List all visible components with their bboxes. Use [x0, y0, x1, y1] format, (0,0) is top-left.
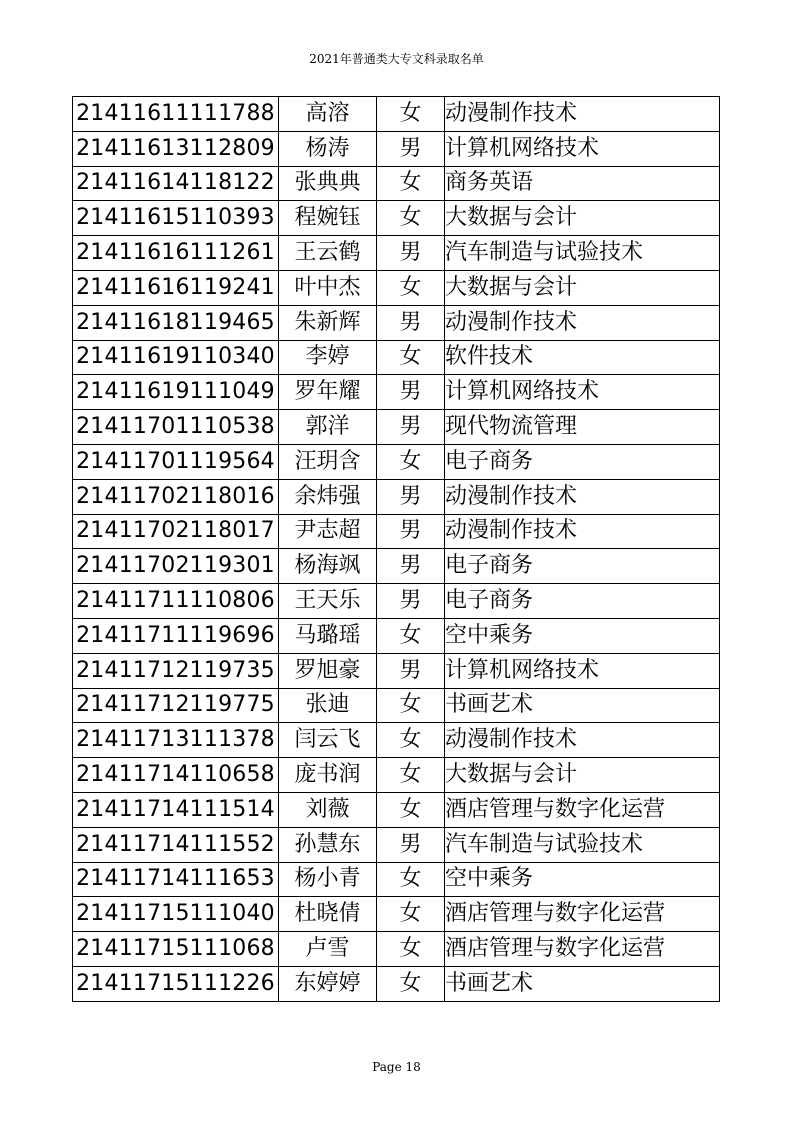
- major-cell: 电子商务: [445, 444, 720, 479]
- table-row: [73, 340, 720, 375]
- candidate-id-cell: 21411618119465: [73, 305, 279, 340]
- table-row: [73, 758, 720, 793]
- page-footer: Page 18: [372, 1060, 421, 1074]
- candidate-id-cell: 21411619110340: [73, 340, 279, 375]
- major-cell: 动漫制作技术: [445, 479, 720, 514]
- page-title: 2021年普通类大专文科录取名单: [309, 52, 484, 66]
- table-row: [73, 375, 720, 410]
- candidate-id-cell: 21411616111261: [73, 236, 279, 271]
- gender-cell: 女: [377, 201, 445, 236]
- student-name-cell: 罗年耀: [279, 375, 377, 410]
- candidate-id-cell: 21411614118122: [73, 166, 279, 201]
- student-name-cell: 马璐瑶: [279, 618, 377, 653]
- gender-cell: 女: [377, 97, 445, 132]
- gender-cell: 男: [377, 410, 445, 445]
- major-cell: 空中乘务: [445, 618, 720, 653]
- major-cell: 动漫制作技术: [445, 305, 720, 340]
- gender-cell: 男: [377, 236, 445, 271]
- candidate-id-cell: 21411702119301: [73, 549, 279, 584]
- major-cell: 计算机网络技术: [445, 375, 720, 410]
- candidate-id-cell: 21411714111514: [73, 792, 279, 827]
- major-cell: 大数据与会计: [445, 201, 720, 236]
- candidate-id-cell: 21411613112809: [73, 131, 279, 166]
- gender-cell: 男: [377, 375, 445, 410]
- candidate-id-cell: 21411711119696: [73, 618, 279, 653]
- gender-cell: 女: [377, 723, 445, 758]
- student-name-cell: 王天乐: [279, 584, 377, 619]
- table-row: [73, 827, 720, 862]
- table-row: [73, 549, 720, 584]
- candidate-id-cell: 21411701119564: [73, 444, 279, 479]
- gender-cell: 女: [377, 966, 445, 1001]
- gender-cell: 男: [377, 514, 445, 549]
- major-cell: 动漫制作技术: [445, 97, 720, 132]
- table-row: [73, 584, 720, 619]
- student-name-cell: 高溶: [279, 97, 377, 132]
- gender-cell: 男: [377, 549, 445, 584]
- major-cell: 动漫制作技术: [445, 514, 720, 549]
- major-cell: 酒店管理与数字化运营: [445, 932, 720, 967]
- table-row: [73, 723, 720, 758]
- candidate-id-cell: 21411714110658: [73, 758, 279, 793]
- table-row: [73, 270, 720, 305]
- candidate-id-cell: 21411715111040: [73, 897, 279, 932]
- major-cell: 酒店管理与数字化运营: [445, 792, 720, 827]
- table-row: [73, 618, 720, 653]
- major-cell: 书画艺术: [445, 688, 720, 723]
- table-row: [73, 131, 720, 166]
- student-name-cell: 尹志超: [279, 514, 377, 549]
- student-name-cell: 王云鹤: [279, 236, 377, 271]
- table-row: [73, 97, 720, 132]
- student-name-cell: 朱新辉: [279, 305, 377, 340]
- gender-cell: 女: [377, 444, 445, 479]
- major-cell: 现代物流管理: [445, 410, 720, 445]
- admission-table-body: [73, 97, 720, 1002]
- student-name-cell: 余炜强: [279, 479, 377, 514]
- table-row: [73, 305, 720, 340]
- candidate-id-cell: 21411713111378: [73, 723, 279, 758]
- table-row: [73, 444, 720, 479]
- student-name-cell: 叶中杰: [279, 270, 377, 305]
- gender-cell: 女: [377, 758, 445, 793]
- table-row: [73, 862, 720, 897]
- candidate-id-cell: 21411615110393: [73, 201, 279, 236]
- candidate-id-cell: 21411701110538: [73, 410, 279, 445]
- major-cell: 酒店管理与数字化运营: [445, 897, 720, 932]
- major-cell: 汽车制造与试验技术: [445, 236, 720, 271]
- candidate-id-cell: 21411702118016: [73, 479, 279, 514]
- student-name-cell: 张典典: [279, 166, 377, 201]
- student-name-cell: 闫云飞: [279, 723, 377, 758]
- admission-table: [72, 96, 720, 1002]
- candidate-id-cell: 21411711110806: [73, 584, 279, 619]
- student-name-cell: 汪玥含: [279, 444, 377, 479]
- gender-cell: 女: [377, 270, 445, 305]
- major-cell: 电子商务: [445, 584, 720, 619]
- candidate-id-cell: 21411712119735: [73, 653, 279, 688]
- gender-cell: 女: [377, 340, 445, 375]
- student-name-cell: 杨小青: [279, 862, 377, 897]
- table-row: [73, 236, 720, 271]
- student-name-cell: 卢雪: [279, 932, 377, 967]
- student-name-cell: 张迪: [279, 688, 377, 723]
- gender-cell: 女: [377, 166, 445, 201]
- student-name-cell: 刘薇: [279, 792, 377, 827]
- student-name-cell: 杨海飒: [279, 549, 377, 584]
- table-row: [73, 410, 720, 445]
- student-name-cell: 东婷婷: [279, 966, 377, 1001]
- gender-cell: 男: [377, 131, 445, 166]
- table-row: [73, 688, 720, 723]
- gender-cell: 女: [377, 688, 445, 723]
- major-cell: 动漫制作技术: [445, 723, 720, 758]
- student-name-cell: 李婷: [279, 340, 377, 375]
- major-cell: 大数据与会计: [445, 758, 720, 793]
- major-cell: 计算机网络技术: [445, 653, 720, 688]
- student-name-cell: 庞书润: [279, 758, 377, 793]
- table-row: [73, 514, 720, 549]
- major-cell: 空中乘务: [445, 862, 720, 897]
- major-cell: 电子商务: [445, 549, 720, 584]
- gender-cell: 男: [377, 305, 445, 340]
- student-name-cell: 杜晓倩: [279, 897, 377, 932]
- candidate-id-cell: 21411619111049: [73, 375, 279, 410]
- major-cell: 软件技术: [445, 340, 720, 375]
- candidate-id-cell: 21411715111226: [73, 966, 279, 1001]
- candidate-id-cell: 21411616119241: [73, 270, 279, 305]
- student-name-cell: 罗旭豪: [279, 653, 377, 688]
- gender-cell: 男: [377, 584, 445, 619]
- candidate-id-cell: 21411712119775: [73, 688, 279, 723]
- candidate-id-cell: 21411714111653: [73, 862, 279, 897]
- table-row: [73, 966, 720, 1001]
- candidate-id-cell: 21411715111068: [73, 932, 279, 967]
- major-cell: 商务英语: [445, 166, 720, 201]
- table-row: [73, 479, 720, 514]
- candidate-id-cell: 21411611111788: [73, 97, 279, 132]
- table-row: [73, 201, 720, 236]
- gender-cell: 女: [377, 862, 445, 897]
- student-name-cell: 程婉钰: [279, 201, 377, 236]
- student-name-cell: 孙慧东: [279, 827, 377, 862]
- table-row: [73, 897, 720, 932]
- table-row: [73, 792, 720, 827]
- gender-cell: 男: [377, 653, 445, 688]
- major-cell: 大数据与会计: [445, 270, 720, 305]
- student-name-cell: 杨涛: [279, 131, 377, 166]
- gender-cell: 女: [377, 792, 445, 827]
- gender-cell: 男: [377, 479, 445, 514]
- gender-cell: 女: [377, 618, 445, 653]
- candidate-id-cell: 21411714111552: [73, 827, 279, 862]
- candidate-id-cell: 21411702118017: [73, 514, 279, 549]
- table-row: [73, 932, 720, 967]
- table-row: [73, 653, 720, 688]
- major-cell: 计算机网络技术: [445, 131, 720, 166]
- gender-cell: 男: [377, 827, 445, 862]
- gender-cell: 女: [377, 897, 445, 932]
- gender-cell: 女: [377, 932, 445, 967]
- student-name-cell: 郭洋: [279, 410, 377, 445]
- table-row: [73, 166, 720, 201]
- major-cell: 书画艺术: [445, 966, 720, 1001]
- major-cell: 汽车制造与试验技术: [445, 827, 720, 862]
